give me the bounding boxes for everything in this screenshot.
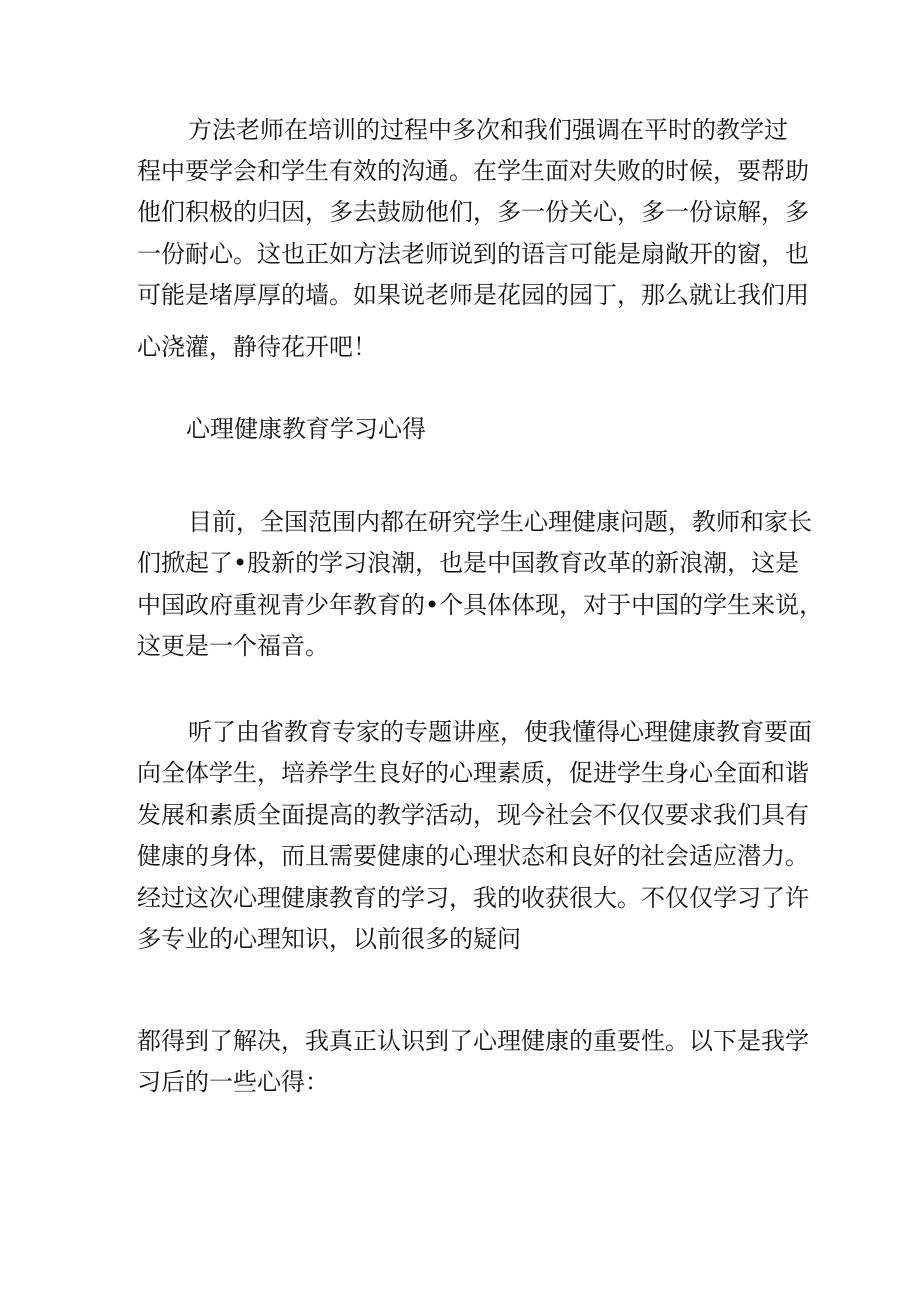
paragraph-line: 一份耐心。这也正如方法老师说到的语言可能是扇敞开的窗，也 <box>137 240 809 268</box>
paragraph-line: 向全体学生，培养学生良好的心理素质，促进学生身心全面和谐 <box>137 759 809 787</box>
paragraph-line: 经过这次心理健康教育的学习，我的收获很大。不仅仅学习了许 <box>137 884 809 912</box>
paragraph-line: 中国政府重视青少年教育的•个具体体现，对于中国的学生来说， <box>137 591 824 619</box>
paragraph-line: 方法老师在培训的过程中多次和我们强调在平时的教学过 <box>188 116 788 144</box>
paragraph-line: 发展和素质全面提高的教学活动，现今社会不仅仅要求我们具有 <box>137 801 809 829</box>
paragraph-line: 程中要学会和学生有效的沟通。在学生面对失败的时候，要帮助 <box>137 157 809 185</box>
section-heading: 心理健康教育学习心得 <box>186 415 426 443</box>
paragraph-line: 心浇灌，静待花开吧！ <box>137 333 377 361</box>
paragraph-line: 他们积极的归因，多去鼓励他们，多一份关心，多一份谅解，多 <box>137 198 809 226</box>
paragraph-line: 目前，全国范围内都在研究学生心理健康问题，教师和家长 <box>188 508 812 536</box>
paragraph-line: 们掀起了•股新的学习浪潮，也是中国教育改革的新浪潮，这是 <box>137 549 800 577</box>
paragraph-line: 听了由省教育专家的专题讲座，使我懂得心理健康教育要面 <box>188 718 812 746</box>
paragraph-line: 这更是一个福音。 <box>137 632 329 660</box>
paragraph-line: 可能是堵厚厚的墙。如果说老师是花园的园丁，那么就让我们用 <box>137 281 809 309</box>
paragraph-line: 健康的身体，而且需要健康的心理状态和良好的社会适应潜力。 <box>137 842 809 870</box>
paragraph-line: 多专业的心理知识，以前很多的疑问 <box>137 925 521 953</box>
paragraph-line: 习后的一些心得： <box>137 1068 329 1096</box>
paragraph-line: 都得到了解决，我真正认识到了心理健康的重要性。以下是我学 <box>137 1027 809 1055</box>
